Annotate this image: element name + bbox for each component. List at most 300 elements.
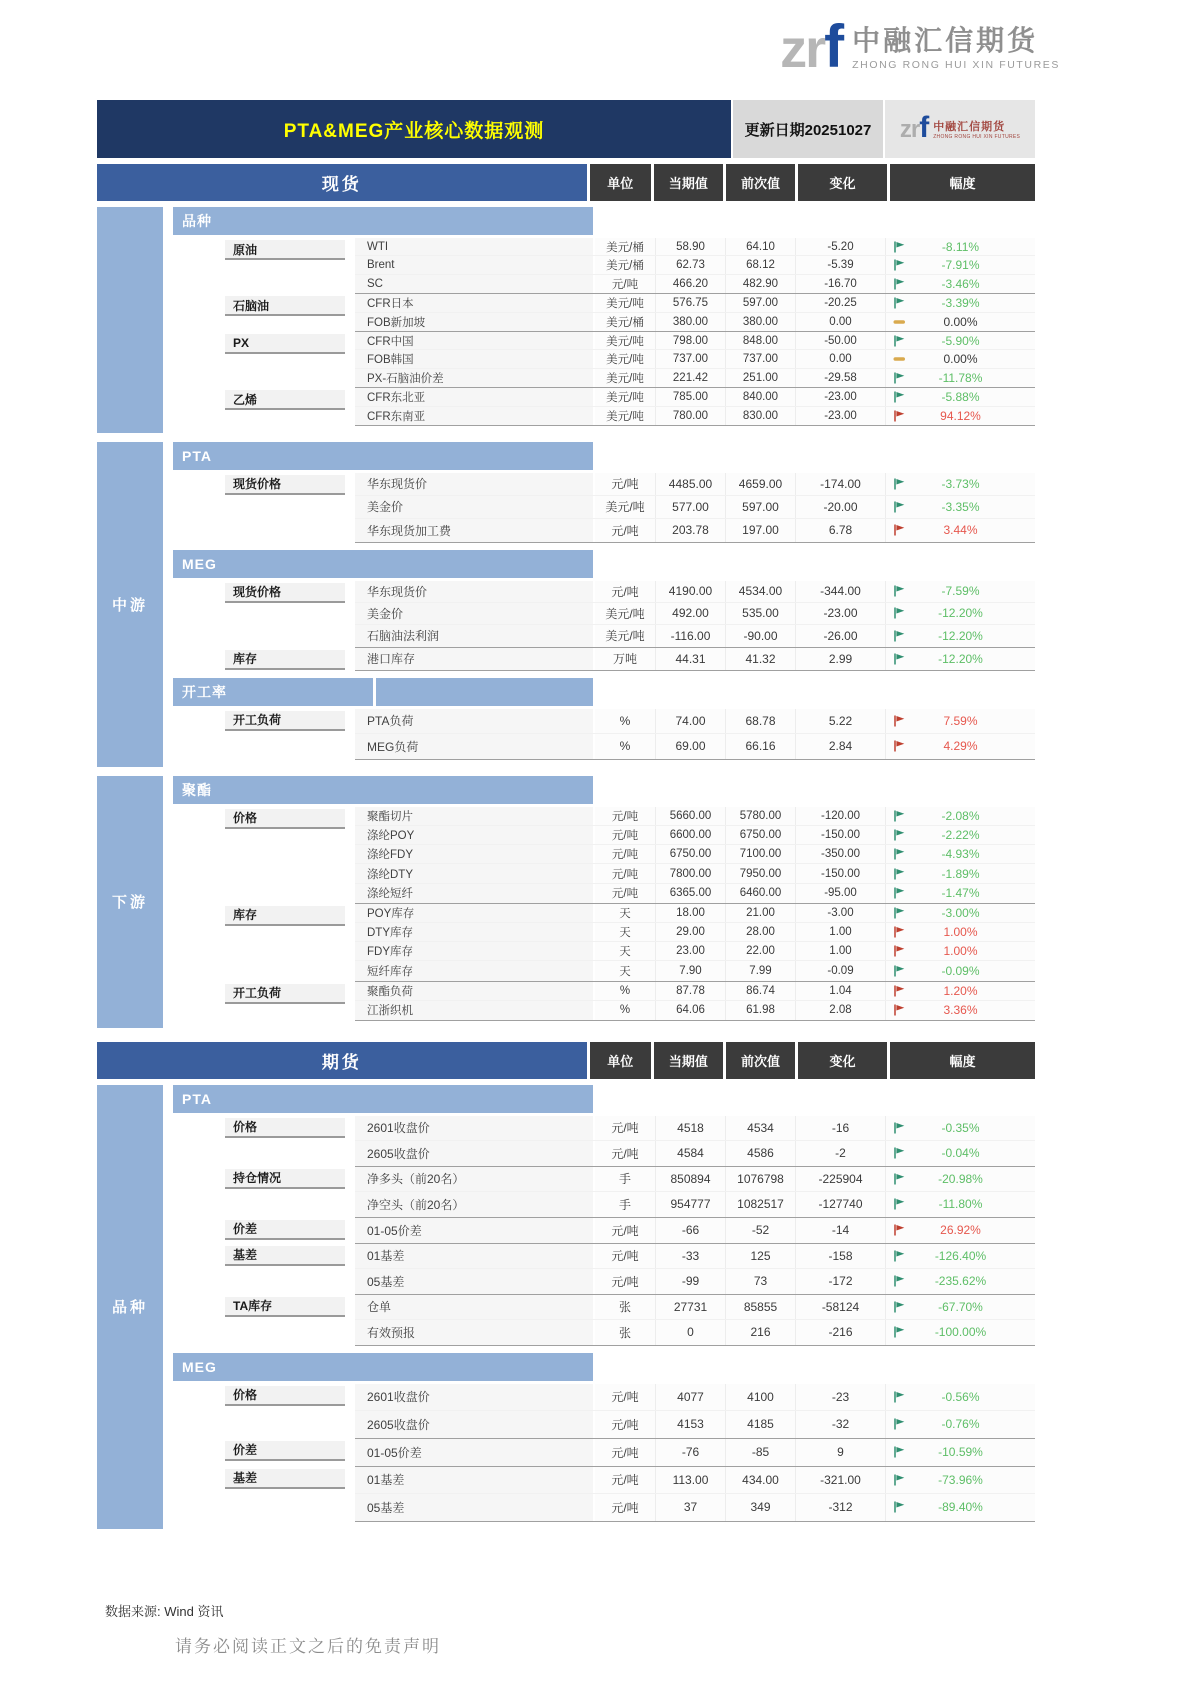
item-name: CFR东北亚: [355, 388, 593, 405]
current-value: 74.00: [655, 709, 725, 733]
green-down-flag-icon: [893, 829, 906, 841]
unit-value: 张: [593, 1295, 655, 1319]
amplitude-cell: [885, 275, 1035, 293]
green-down-flag-icon: [893, 478, 906, 490]
mini-logo-zr: zr: [899, 116, 920, 143]
previous-value: 41.32: [725, 648, 795, 670]
logo-chinese-name: 中融汇信期货: [852, 25, 1039, 56]
amplitude-value: -73.96%: [938, 1472, 983, 1487]
item-name: Brent: [355, 256, 593, 273]
red-up-flag-icon: [893, 985, 906, 997]
mini-logo: [885, 100, 1035, 158]
amplitude-value: -10.59%: [938, 1445, 983, 1460]
column-header-previous: 前次值: [726, 1042, 795, 1079]
amplitude-value: 0.00%: [943, 352, 978, 367]
column-header-unit: 单位: [590, 164, 651, 201]
red-up-flag-icon: [893, 945, 906, 957]
amplitude-cell: [885, 1494, 1035, 1521]
group-label: 开工负荷: [225, 984, 345, 1004]
group-rows: [355, 1384, 1035, 1439]
group-label: TA库存: [225, 1297, 345, 1317]
amplitude-cell: [885, 734, 1035, 759]
amplitude-value: -89.40%: [938, 1500, 983, 1515]
current-value: -99: [655, 1269, 725, 1294]
previous-value: 86.74: [725, 982, 795, 1000]
row-group: [173, 1244, 1035, 1295]
green-down-flag-icon: [893, 1147, 906, 1159]
data-row: [355, 961, 1035, 980]
amplitude-cell: [885, 1295, 1035, 1319]
unit-value: 美元/桶: [593, 238, 655, 255]
mini-zrf-logotype: [899, 111, 929, 144]
group-label-col: [173, 648, 355, 671]
group-label: 石脑油: [225, 296, 345, 316]
green-down-flag-icon: [893, 810, 906, 822]
current-value: 576.75: [655, 294, 725, 311]
amplitude-value: 26.92%: [940, 1223, 981, 1238]
group-label-col: [173, 581, 355, 648]
group-label: 现货价格: [225, 475, 345, 495]
column-header-previous: 前次值: [726, 164, 795, 201]
data-row: [355, 313, 1035, 331]
data-row: [355, 807, 1035, 826]
unit-value: 美元/吨: [593, 603, 655, 624]
data-row: [355, 884, 1035, 903]
report-title: PTA&MEG产业核心数据观测: [97, 100, 731, 158]
data-row: [355, 369, 1035, 387]
group-label: 价差: [225, 1441, 345, 1461]
current-value: 380.00: [655, 313, 725, 331]
amplitude-value: -3.00%: [941, 905, 980, 920]
unit-value: 美元/吨: [593, 407, 655, 425]
group-label-col: [173, 473, 355, 543]
amplitude-cell: [885, 407, 1035, 425]
change-value: -350.00: [795, 845, 885, 863]
green-down-flag-icon: [893, 907, 906, 919]
data-row: [355, 238, 1035, 256]
group-rows: [355, 1244, 1035, 1295]
change-value: -23.00: [795, 603, 885, 624]
red-up-flag-icon: [893, 926, 906, 938]
unit-value: 元/吨: [593, 1218, 655, 1243]
change-value: -5.20: [795, 238, 885, 255]
sidebar-label: 品种: [111, 1299, 148, 1317]
data-row: [355, 1001, 1035, 1020]
previous-value: 73: [725, 1269, 795, 1294]
item-name: 仓单: [355, 1295, 593, 1319]
group-rows: [355, 904, 1035, 982]
green-down-flag-icon: [893, 1326, 906, 1338]
amplitude-cell: [885, 1116, 1035, 1140]
unit-value: 元/吨: [593, 519, 655, 542]
unit-value: 万吨: [593, 648, 655, 670]
sidebar-band: [97, 442, 163, 767]
section-title: MEG: [173, 550, 593, 578]
change-value: -23.00: [795, 388, 885, 405]
change-value: -225904: [795, 1167, 885, 1191]
red-up-flag-icon: [893, 1224, 906, 1236]
amplitude-cell: [885, 1439, 1035, 1466]
amplitude-value: 94.12%: [940, 408, 981, 423]
previous-value: -85: [725, 1439, 795, 1466]
previous-value: 535.00: [725, 603, 795, 624]
amplitude-value: 3.44%: [943, 523, 978, 538]
unit-value: 美元/吨: [593, 496, 655, 518]
data-row: [355, 603, 1035, 625]
current-value: 37: [655, 1494, 725, 1521]
previous-value: 482.90: [725, 275, 795, 293]
section-header: [173, 550, 593, 578]
amplitude-cell: [885, 1167, 1035, 1191]
amplitude-value: -1.47%: [941, 886, 980, 901]
row-group: [173, 1116, 1035, 1167]
data-row: [355, 275, 1035, 293]
current-value: -33: [655, 1244, 725, 1268]
item-name: CFR东南亚: [355, 407, 593, 425]
item-name: 05基差: [355, 1269, 593, 1294]
previous-value: 6750.00: [725, 826, 795, 844]
previous-value: 7950.00: [725, 864, 795, 882]
item-name: 净多头（前20名）: [355, 1167, 593, 1191]
amplitude-cell: [885, 884, 1035, 903]
change-value: -20.00: [795, 496, 885, 518]
green-down-flag-icon: [893, 259, 906, 271]
item-name: MEG负荷: [355, 734, 593, 759]
logo-wordmark: [852, 18, 1060, 71]
amplitude-value: 1.20%: [943, 983, 978, 998]
green-down-flag-icon: [893, 1501, 906, 1513]
amplitude-cell: [885, 1467, 1035, 1493]
group-label-col: [173, 1167, 355, 1218]
group-label-col: [173, 807, 355, 904]
unit-value: 手: [593, 1167, 655, 1191]
current-value: 113.00: [655, 1467, 725, 1493]
item-name: PX-石脑油价差: [355, 369, 593, 387]
amplitude-cell: [885, 581, 1035, 602]
amplitude-cell: [885, 238, 1035, 255]
item-name: 净空头（前20名）: [355, 1192, 593, 1217]
group-label-col: [173, 1439, 355, 1467]
section-meg_fut: [173, 1353, 1035, 1522]
item-name: 华东现货加工费: [355, 519, 593, 542]
section-pta_spot: [173, 442, 1035, 543]
unit-value: 元/吨: [593, 1467, 655, 1493]
group-label: 持仓情况: [225, 1169, 345, 1189]
section-title: PTA: [173, 1085, 593, 1113]
amplitude-value: -5.90%: [941, 333, 980, 348]
change-value: -120.00: [795, 807, 885, 825]
current-value: 466.20: [655, 275, 725, 293]
current-value: 0: [655, 1320, 725, 1345]
change-value: 2.99: [795, 648, 885, 670]
amplitude-cell: [885, 519, 1035, 542]
current-value: -66: [655, 1218, 725, 1243]
change-value: -50.00: [795, 332, 885, 349]
item-name: FOB新加坡: [355, 313, 593, 331]
red-up-flag-icon: [893, 1004, 906, 1016]
previous-value: 1082517: [725, 1192, 795, 1217]
amplitude-value: -0.76%: [941, 1417, 980, 1432]
data-row: [355, 864, 1035, 883]
previous-value: 251.00: [725, 369, 795, 387]
previous-value: 68.78: [725, 709, 795, 733]
section-header: [173, 442, 593, 470]
row-group: [173, 332, 1035, 388]
previous-value: 840.00: [725, 388, 795, 405]
previous-value: 380.00: [725, 313, 795, 331]
group-rows: [355, 1116, 1035, 1167]
group-label-col: [173, 332, 355, 388]
row-group: [173, 807, 1035, 904]
data-row: [355, 581, 1035, 603]
data-row: [355, 942, 1035, 961]
current-value: 492.00: [655, 603, 725, 624]
unit-value: 元/吨: [593, 864, 655, 882]
amplitude-value: -3.73%: [941, 476, 980, 491]
group-label-col: [173, 982, 355, 1021]
item-name: 2605收盘价: [355, 1141, 593, 1166]
amplitude-cell: [885, 496, 1035, 518]
amplitude-cell: [885, 369, 1035, 387]
section-header-fill: [376, 678, 593, 706]
amplitude-cell: [885, 1218, 1035, 1243]
data-row: [355, 648, 1035, 670]
group-label: 库存: [225, 650, 345, 670]
unit-value: 天: [593, 961, 655, 980]
change-value: -344.00: [795, 581, 885, 602]
row-group: [173, 1467, 1035, 1522]
unit-value: %: [593, 1001, 655, 1020]
current-value: 29.00: [655, 923, 725, 941]
data-row: [355, 1295, 1035, 1320]
amplitude-value: 7.59%: [943, 713, 978, 728]
section-title: 开工率: [173, 678, 373, 706]
amplitude-cell: [885, 332, 1035, 349]
previous-value: 1076798: [725, 1167, 795, 1191]
data-row: [355, 1116, 1035, 1141]
current-value: 58.90: [655, 238, 725, 255]
mini-logo-chinese-name: 中融汇信期货: [933, 121, 1006, 133]
block-content: [173, 1085, 1035, 1529]
item-name: PTA负荷: [355, 709, 593, 733]
group-label: 开工负荷: [225, 711, 345, 731]
row-group: [173, 1295, 1035, 1346]
current-value: 203.78: [655, 519, 725, 542]
group-rows: [355, 648, 1035, 671]
current-value: 850894: [655, 1167, 725, 1191]
amplitude-value: 1.00%: [943, 944, 978, 959]
item-name: 石脑油法利润: [355, 625, 593, 647]
section-meg_spot: [173, 550, 1035, 671]
data-source-note: 数据来源: Wind 资讯: [105, 1603, 224, 1619]
unit-value: 美元/吨: [593, 625, 655, 647]
amplitude-value: -126.40%: [934, 1248, 987, 1263]
futures-table-body: [97, 1085, 1035, 1529]
amplitude-value: -7.91%: [941, 258, 980, 273]
green-down-flag-icon: [893, 607, 906, 619]
previous-value: 7100.00: [725, 845, 795, 863]
section-variety: [173, 207, 1035, 426]
sidebar-band: [97, 776, 163, 1028]
unit-value: 元/吨: [593, 275, 655, 293]
column-header-amplitude: 幅度: [890, 1042, 1035, 1079]
item-name: 涤纶POY: [355, 826, 593, 844]
data-row: [355, 1218, 1035, 1243]
block-content: [173, 207, 1035, 433]
change-value: -2: [795, 1141, 885, 1166]
change-value: -23.00: [795, 407, 885, 425]
amplitude-value: -4.93%: [941, 847, 980, 862]
amplitude-cell: [885, 1269, 1035, 1294]
unit-value: 元/吨: [593, 1411, 655, 1438]
amplitude-cell: [885, 942, 1035, 960]
unit-value: %: [593, 709, 655, 733]
green-down-flag-icon: [893, 1446, 906, 1458]
previous-value: 830.00: [725, 407, 795, 425]
green-down-flag-icon: [893, 965, 906, 977]
current-value: 6750.00: [655, 845, 725, 863]
previous-value: 197.00: [725, 519, 795, 542]
group-label: 现货价格: [225, 583, 345, 603]
item-name: 2605收盘价: [355, 1411, 593, 1438]
item-name: CFR中国: [355, 332, 593, 349]
green-down-flag-icon: [893, 391, 906, 403]
amplitude-value: -3.35%: [941, 499, 980, 514]
amplitude-cell: [885, 1320, 1035, 1345]
flat-dash-icon: [893, 353, 906, 365]
unit-value: 元/吨: [593, 1244, 655, 1268]
data-row: [355, 845, 1035, 864]
row-group: [173, 1384, 1035, 1439]
green-down-flag-icon: [893, 241, 906, 253]
item-name: 涤纶短纤: [355, 884, 593, 903]
change-value: 5.22: [795, 709, 885, 733]
previous-value: 22.00: [725, 942, 795, 960]
current-value: 4584: [655, 1141, 725, 1166]
green-down-flag-icon: [893, 1122, 906, 1134]
group-rows: [355, 294, 1035, 332]
group-rows: [355, 807, 1035, 904]
change-value: -321.00: [795, 1467, 885, 1493]
row-group: [173, 294, 1035, 332]
data-row: [355, 923, 1035, 942]
unit-value: 元/吨: [593, 473, 655, 495]
row-group: [173, 388, 1035, 426]
change-value: -174.00: [795, 473, 885, 495]
amplitude-cell: [885, 256, 1035, 273]
group-label: 原油: [225, 240, 345, 260]
previous-value: 66.16: [725, 734, 795, 759]
group-label-col: [173, 1116, 355, 1167]
data-row: [355, 1494, 1035, 1521]
section-header: [173, 1085, 593, 1113]
amplitude-value: 1.00%: [943, 925, 978, 940]
data-row: [355, 982, 1035, 1001]
red-up-flag-icon: [893, 740, 906, 752]
current-value: 18.00: [655, 904, 725, 922]
group-label: 价格: [225, 1118, 345, 1138]
item-name: FOB韩国: [355, 350, 593, 367]
amplitude-value: -12.20%: [938, 628, 983, 643]
row-group: [173, 581, 1035, 648]
unit-value: 美元/桶: [593, 256, 655, 273]
item-name: 港口库存: [355, 648, 593, 670]
current-value: 7800.00: [655, 864, 725, 882]
amplitude-value: -2.08%: [941, 809, 980, 823]
previous-value: 4659.00: [725, 473, 795, 495]
change-value: -32: [795, 1411, 885, 1438]
row-group: [173, 1439, 1035, 1467]
sidebar-label: 中游: [111, 596, 148, 614]
group-label-col: [173, 1295, 355, 1346]
previous-value: 125: [725, 1244, 795, 1268]
previous-value: 4185: [725, 1411, 795, 1438]
amplitude-cell: [885, 807, 1035, 825]
mini-logo-f: f: [919, 111, 929, 144]
section-title: MEG: [173, 1353, 593, 1381]
group-label-col: [173, 1218, 355, 1244]
amplitude-cell: [885, 625, 1035, 647]
amplitude-value: -235.62%: [934, 1274, 987, 1289]
data-row: [355, 388, 1035, 406]
green-down-flag-icon: [893, 1391, 906, 1403]
change-value: -14: [795, 1218, 885, 1243]
current-value: 4190.00: [655, 581, 725, 602]
unit-value: %: [593, 982, 655, 1000]
amplitude-value: 4.29%: [943, 739, 978, 754]
group-label-col: [173, 1244, 355, 1295]
unit-value: 元/吨: [593, 1141, 655, 1166]
green-down-flag-icon: [893, 630, 906, 642]
disclaimer-note: 请务必阅读正文之后的免责声明: [175, 1636, 441, 1656]
change-value: -172: [795, 1269, 885, 1294]
item-name: 有效预报: [355, 1320, 593, 1345]
item-name: DTY库存: [355, 923, 593, 941]
group-rows: [355, 1167, 1035, 1218]
update-date: 更新日期20251027: [733, 100, 883, 158]
data-row: [355, 734, 1035, 759]
amplitude-value: -12.20%: [938, 606, 983, 621]
change-value: 6.78: [795, 519, 885, 542]
unit-value: 元/吨: [593, 1384, 655, 1410]
data-row: [355, 904, 1035, 923]
amplitude-cell: [885, 388, 1035, 405]
previous-value: -52: [725, 1218, 795, 1243]
amplitude-value: -11.80%: [938, 1197, 983, 1212]
change-value: -312: [795, 1494, 885, 1521]
section-title: 聚酯: [173, 776, 593, 804]
zrf-logotype: [780, 13, 843, 80]
data-row: [355, 709, 1035, 734]
previous-value: 7.99: [725, 961, 795, 980]
title-row: [97, 100, 1035, 158]
amplitude-value: 0.00%: [943, 314, 978, 329]
unit-value: 元/吨: [593, 581, 655, 602]
previous-value: 216: [725, 1320, 795, 1345]
current-value: 954777: [655, 1192, 725, 1217]
amplitude-value: 3.36%: [943, 1003, 978, 1018]
item-name: WTI: [355, 238, 593, 255]
previous-value: 61.98: [725, 1001, 795, 1020]
data-row: [355, 1320, 1035, 1345]
column-header-change: 变化: [798, 164, 887, 201]
red-up-flag-icon: [893, 410, 906, 422]
amplitude-cell: [885, 961, 1035, 980]
unit-value: 元/吨: [593, 1439, 655, 1466]
amplitude-value: -7.59%: [941, 584, 980, 599]
change-value: 1.00: [795, 942, 885, 960]
change-value: -16: [795, 1116, 885, 1140]
